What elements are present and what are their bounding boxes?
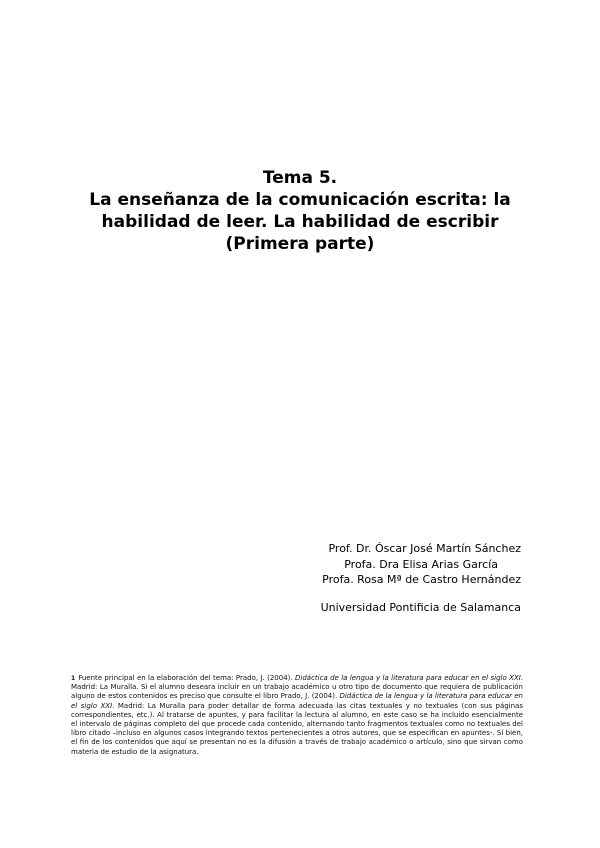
footnote-text-2: . Madrid: La Muralla. Si el alumno deseara incluir en un trabajo académico u otro tipo de documento que requiera de publicación alguno de estos contenidos es preciso que consulte el libro Prado, J. (2004). (71, 674, 523, 701)
title-line-2: La enseñanza de la comunicación escrita: la (89, 190, 511, 210)
footnote-book-title-1: Didáctica de la lengua y la literatura para educar en el siglo XXI (295, 674, 521, 682)
title-line-topic: Tema 5. (262, 168, 338, 188)
author-3: Profa. Rosa Mª de Castro Hernández (322, 573, 521, 586)
university-name: Universidad Pontificia de Salamanca (320, 600, 521, 614)
footnote (71, 674, 523, 757)
document-title (40, 167, 560, 255)
title-line-3: habilidad de leer. La habilidad de escribir (101, 212, 499, 232)
authors-block (221, 541, 521, 615)
title-line-part: (Primera parte) (225, 234, 375, 254)
footnote-mark: 1 (71, 675, 76, 682)
footnote-book-title-2: Didáctica de la lengua y la literatura para educar en el siglo XXI (71, 692, 523, 710)
author-2: Profa. Dra Elisa Arias García (344, 557, 498, 571)
footnote-text-1: Fuente principal en la elaboración del tema: Prado, J. (2004). (78, 674, 295, 682)
author-1: Prof. Dr. Óscar José Martín Sánchez (328, 542, 521, 555)
footnote-text-3: . Madrid: La Muralla para poder detallar de forma adecuada las citas textuales y no textuales (con sus páginas correspondientes, etc.). Al tratarse de apuntes, y para facilitar la lectura al alumno, en este caso se ha incluido esencialmente el intervalo de páginas completo del que procede cada contenido, alternando tanto fragmentos textuales como no textuales del libro citado –incluso en algunos casos integrando textos pertenecientes a otros autores, que se especifican en apuntes-. Si bien, el fin de los contenidos que aquí se presentan no es la difusión a través de trabajo académico o artículo, sino que sirvan como materia de estudio de la asignatura. (71, 701, 523, 756)
